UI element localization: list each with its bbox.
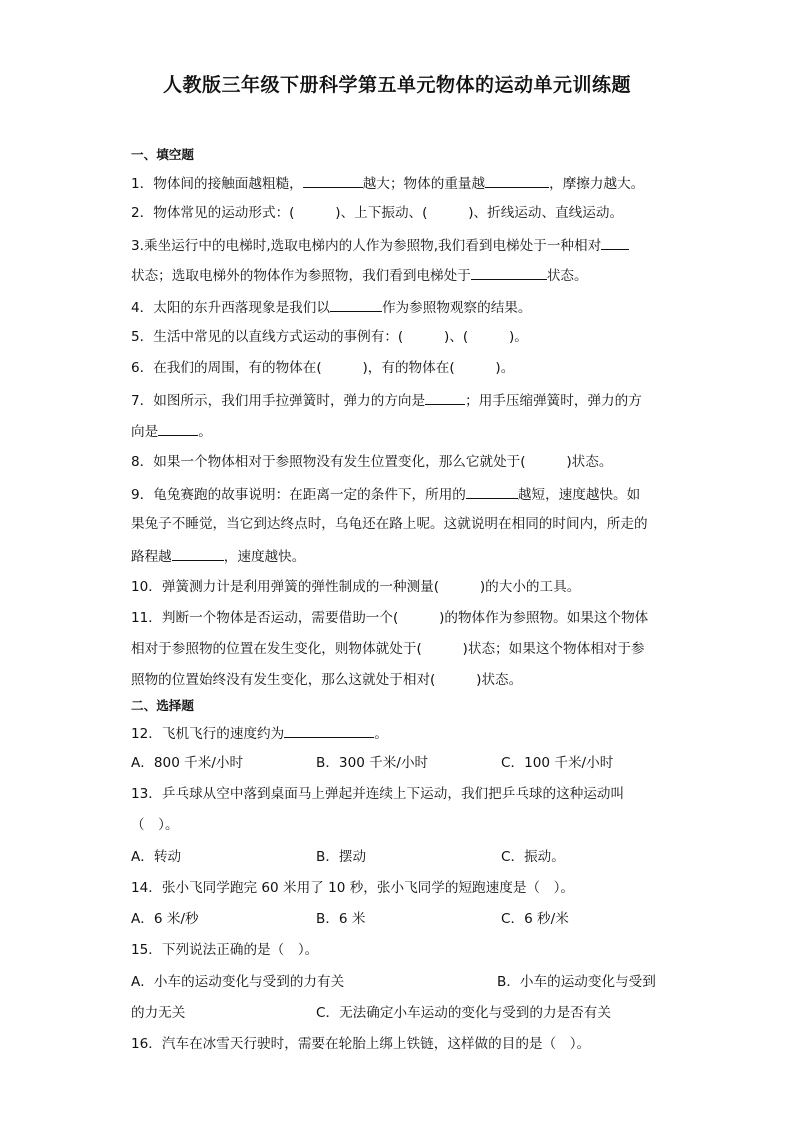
- q1-text-c: ，摩擦力越大。: [549, 176, 645, 192]
- q12-text: 12．飞机飞行的速度约为: [131, 726, 285, 742]
- question-15-stem: 15．下列说法正确的是（ ）。: [131, 942, 319, 958]
- section-fill-heading: 一、填空题: [131, 147, 194, 162]
- question-9-line-2: 果兔子不睡觉，当它到达终点时，乌龟还在路上呢。这就说明在相同的时间内，所走的: [131, 516, 648, 532]
- q7-text-b: ；用手压缩弹簧时，弹力的方: [465, 393, 642, 409]
- q4-blank[interactable]: [330, 297, 382, 312]
- question-13-stem: 13．乒乓球从空中落到桌面马上弹起并连续上下运动，我们把乒乓球的这种运动叫: [131, 786, 625, 802]
- q9-text-d: 路程越: [131, 549, 172, 565]
- q9-text-a: 9．龟兔赛跑的故事说明：在距离一定的条件下，所用的: [131, 487, 466, 503]
- q4-text-b: 作为参照物观察的结果。: [381, 300, 532, 316]
- q12-option-b[interactable]: B．300 千米/小时: [316, 755, 429, 771]
- page-title: 人教版三年级下册科学第五单元物体的运动单元训练题: [162, 74, 631, 96]
- q9-text-e: ，速度越快。: [223, 549, 306, 565]
- question-11-line-3: 照物的位置始终没有发生变化，那么这就处于相对( )状态。: [131, 672, 523, 688]
- q7-text-c: 向是: [131, 424, 159, 440]
- question-1: [131, 173, 661, 193]
- question-9-line-1: [131, 484, 661, 504]
- q12-text-end: 。: [374, 726, 388, 742]
- question-2: 2．物体常见的运动形式：( )、上下振动、( )、折线运动、直线运动。: [131, 205, 624, 221]
- q12-option-a[interactable]: A．800 千米/小时: [131, 755, 244, 771]
- question-4: [131, 297, 661, 317]
- question-11-line-1: 11．判断一个物体是否运动，需要借助一个( )的物体作为参照物。如果这个物体: [131, 610, 649, 626]
- question-3-line-1: [131, 235, 661, 255]
- q14-option-a[interactable]: A．6 米/秒: [131, 911, 199, 927]
- q9-text-b: 越短，速度越快。如: [517, 487, 641, 503]
- q1-blank-2[interactable]: [485, 173, 549, 188]
- q15-option-c[interactable]: C．无法确定小车运动的变化与受到的力是否有关: [316, 1005, 611, 1021]
- q15-option-a[interactable]: A．小车的运动变化与受到的力有关: [131, 974, 345, 990]
- question-9-line-3: [131, 546, 661, 566]
- q3-blank-1[interactable]: [601, 235, 629, 250]
- q1-text-b: 越大；物体的重量越: [362, 176, 486, 192]
- question-16-stem: 16．汽车在冰雪天行驶时，需要在轮胎上绑上铁链，这样做的目的是（ ）。: [131, 1036, 591, 1052]
- q7-blank-1[interactable]: [425, 390, 465, 405]
- question-7-line-1: [131, 390, 661, 410]
- q3-text-c: 状态。: [546, 268, 588, 284]
- q12-option-c[interactable]: C．100 千米/小时: [501, 755, 614, 771]
- q4-text-a: 4．太阳的东升西落现象是我们以: [131, 300, 330, 316]
- q15-option-b-continued[interactable]: 的力无关: [131, 1005, 186, 1021]
- question-11-line-2: 相对于参照物的位置在发生变化，则物体就处于( )状态；如果这个物体相对于参: [131, 641, 645, 657]
- q9-blank-2[interactable]: [172, 546, 224, 561]
- q13-option-a[interactable]: A．转动: [131, 849, 182, 865]
- q7-text-d: 。: [198, 424, 212, 440]
- q3-text-a: 3.乘坐运行中的电梯时,选取电梯内的人作为参照物,我们看到电梯处于一种相对: [131, 238, 602, 254]
- section-choice-heading: 二、选择题: [131, 698, 194, 713]
- q15-option-b[interactable]: B．小车的运动变化与受到: [497, 974, 656, 990]
- question-7-line-2: [131, 421, 661, 441]
- q9-blank-1[interactable]: [466, 484, 518, 499]
- question-6: 6．在我们的周围，有的物体在( )，有的物体在( )。: [131, 360, 515, 376]
- question-13-stem-2: （ ）。: [131, 817, 179, 833]
- q1-blank-1[interactable]: [303, 173, 363, 188]
- q13-option-c[interactable]: C．振动。: [501, 849, 565, 865]
- q13-option-b[interactable]: B．摆动: [316, 849, 367, 865]
- question-3-line-2: [131, 265, 661, 285]
- q14-option-b[interactable]: B．6 米: [316, 911, 366, 927]
- question-5: 5．生活中常见的以直线方式运动的事例有：( )、( )。: [131, 329, 528, 345]
- q3-blank-2[interactable]: [471, 265, 547, 280]
- q7-text-a: 7．如图所示，我们用手拉弹簧时，弹力的方向是: [131, 393, 426, 409]
- q14-option-c[interactable]: C．6 秒/米: [501, 911, 569, 927]
- q3-text-b: 状态；选取电梯外的物体作为参照物，我们看到电梯处于: [131, 268, 471, 284]
- q12-blank[interactable]: [284, 723, 374, 738]
- question-12-stem: [131, 723, 661, 743]
- question-14-stem: 14．张小飞同学跑完 60 米用了 10 秒，张小飞同学的短跑速度是（ ）。: [131, 880, 574, 896]
- q1-text-a: 1．物体间的接触面越粗糙，: [131, 176, 303, 192]
- question-8: 8．如果一个物体相对于参照物没有发生位置变化，那么它就处于( )状态。: [131, 454, 613, 470]
- q7-blank-2[interactable]: [158, 421, 198, 436]
- question-10: 10．弹簧测力计是利用弹簧的弹性制成的一种测量( )的大小的工具。: [131, 579, 581, 595]
